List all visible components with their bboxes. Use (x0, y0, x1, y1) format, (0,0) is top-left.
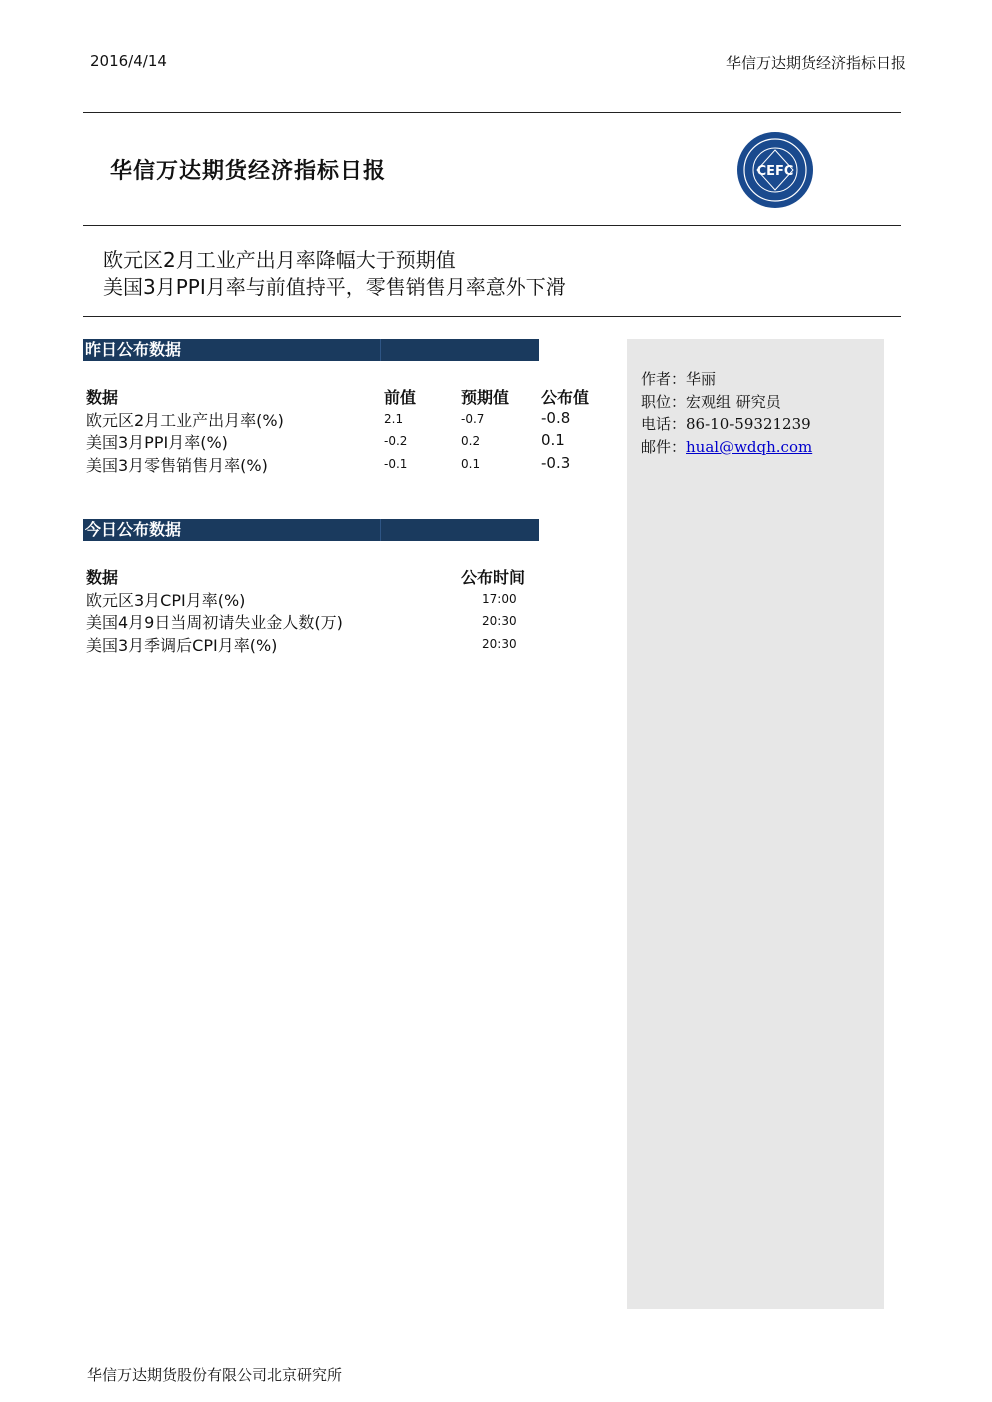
table-row-name: 欧元区2月工业产出月率(%) (86, 411, 284, 430)
author-email-row (641, 436, 812, 457)
divider (83, 316, 901, 317)
author-phone: 电话：86-10-59321239 (641, 415, 811, 433)
table-cell-time: 20:30 (482, 637, 517, 651)
table-cell-forecast: 0.2 (461, 434, 481, 448)
table-row-name: 美国4月9日当周初请失业金人数(万) (86, 613, 343, 632)
divider (83, 112, 901, 113)
email-link[interactable]: hual@wdqh.com (686, 438, 813, 456)
table-row-name: 美国3月零售销售月率(%) (86, 456, 268, 475)
table-cell-prev: -0.1 (384, 457, 408, 471)
table-row-name: 美国3月季调后CPI月率(%) (86, 636, 278, 655)
table-cell-prev: 2.1 (384, 412, 404, 426)
email-label: 邮件： (641, 438, 687, 456)
headline-2: 美国3月PPI月率与前值持平，零售销售月率意外下滑 (103, 275, 566, 299)
author-sidebar (627, 339, 884, 1309)
table-cell-time: 17:00 (482, 592, 517, 606)
table-cell-prev: -0.2 (384, 434, 408, 448)
section-title: 昨日公布数据 (85, 340, 182, 359)
author-position: 职位：宏观组 研究员 (641, 393, 781, 411)
table-row-name: 欧元区3月CPI月率(%) (86, 591, 246, 610)
cefc-logo-icon (736, 131, 814, 209)
divider (83, 225, 901, 226)
section-title: 今日公布数据 (85, 520, 182, 539)
section-bar-yesterday (83, 339, 539, 361)
svg-text:CEFC: CEFC (756, 164, 794, 179)
section-bar-today (83, 519, 539, 541)
headline-1: 欧元区2月工业产出月率降幅大于预期值 (103, 248, 456, 272)
col-header-actual: 公布值 (541, 388, 590, 407)
col-header-data: 数据 (86, 388, 119, 407)
table-row-name: 美国3月PPI月率(%) (86, 433, 228, 452)
table-cell-actual: 0.1 (541, 431, 565, 449)
header-date: 2016/4/14 (90, 52, 167, 70)
footer-company: 华信万达期货股份有限公司北京研究所 (87, 1366, 343, 1384)
header-report-name: 华信万达期货经济指标日报 (725, 54, 906, 72)
author-name: 作者：华丽 (641, 370, 717, 388)
table-cell-forecast: 0.1 (461, 457, 481, 471)
table-cell-time: 20:30 (482, 614, 517, 628)
col-header-prev: 前值 (384, 388, 417, 407)
table-cell-forecast: -0.7 (461, 412, 485, 426)
col-header-forecast: 预期值 (461, 388, 510, 407)
table-cell-actual: -0.3 (541, 454, 571, 472)
col-header-data: 数据 (86, 568, 119, 587)
table-cell-actual: -0.8 (541, 409, 571, 427)
col-header-time: 公布时间 (461, 568, 526, 587)
report-title: 华信万达期货经济指标日报 (110, 159, 387, 184)
